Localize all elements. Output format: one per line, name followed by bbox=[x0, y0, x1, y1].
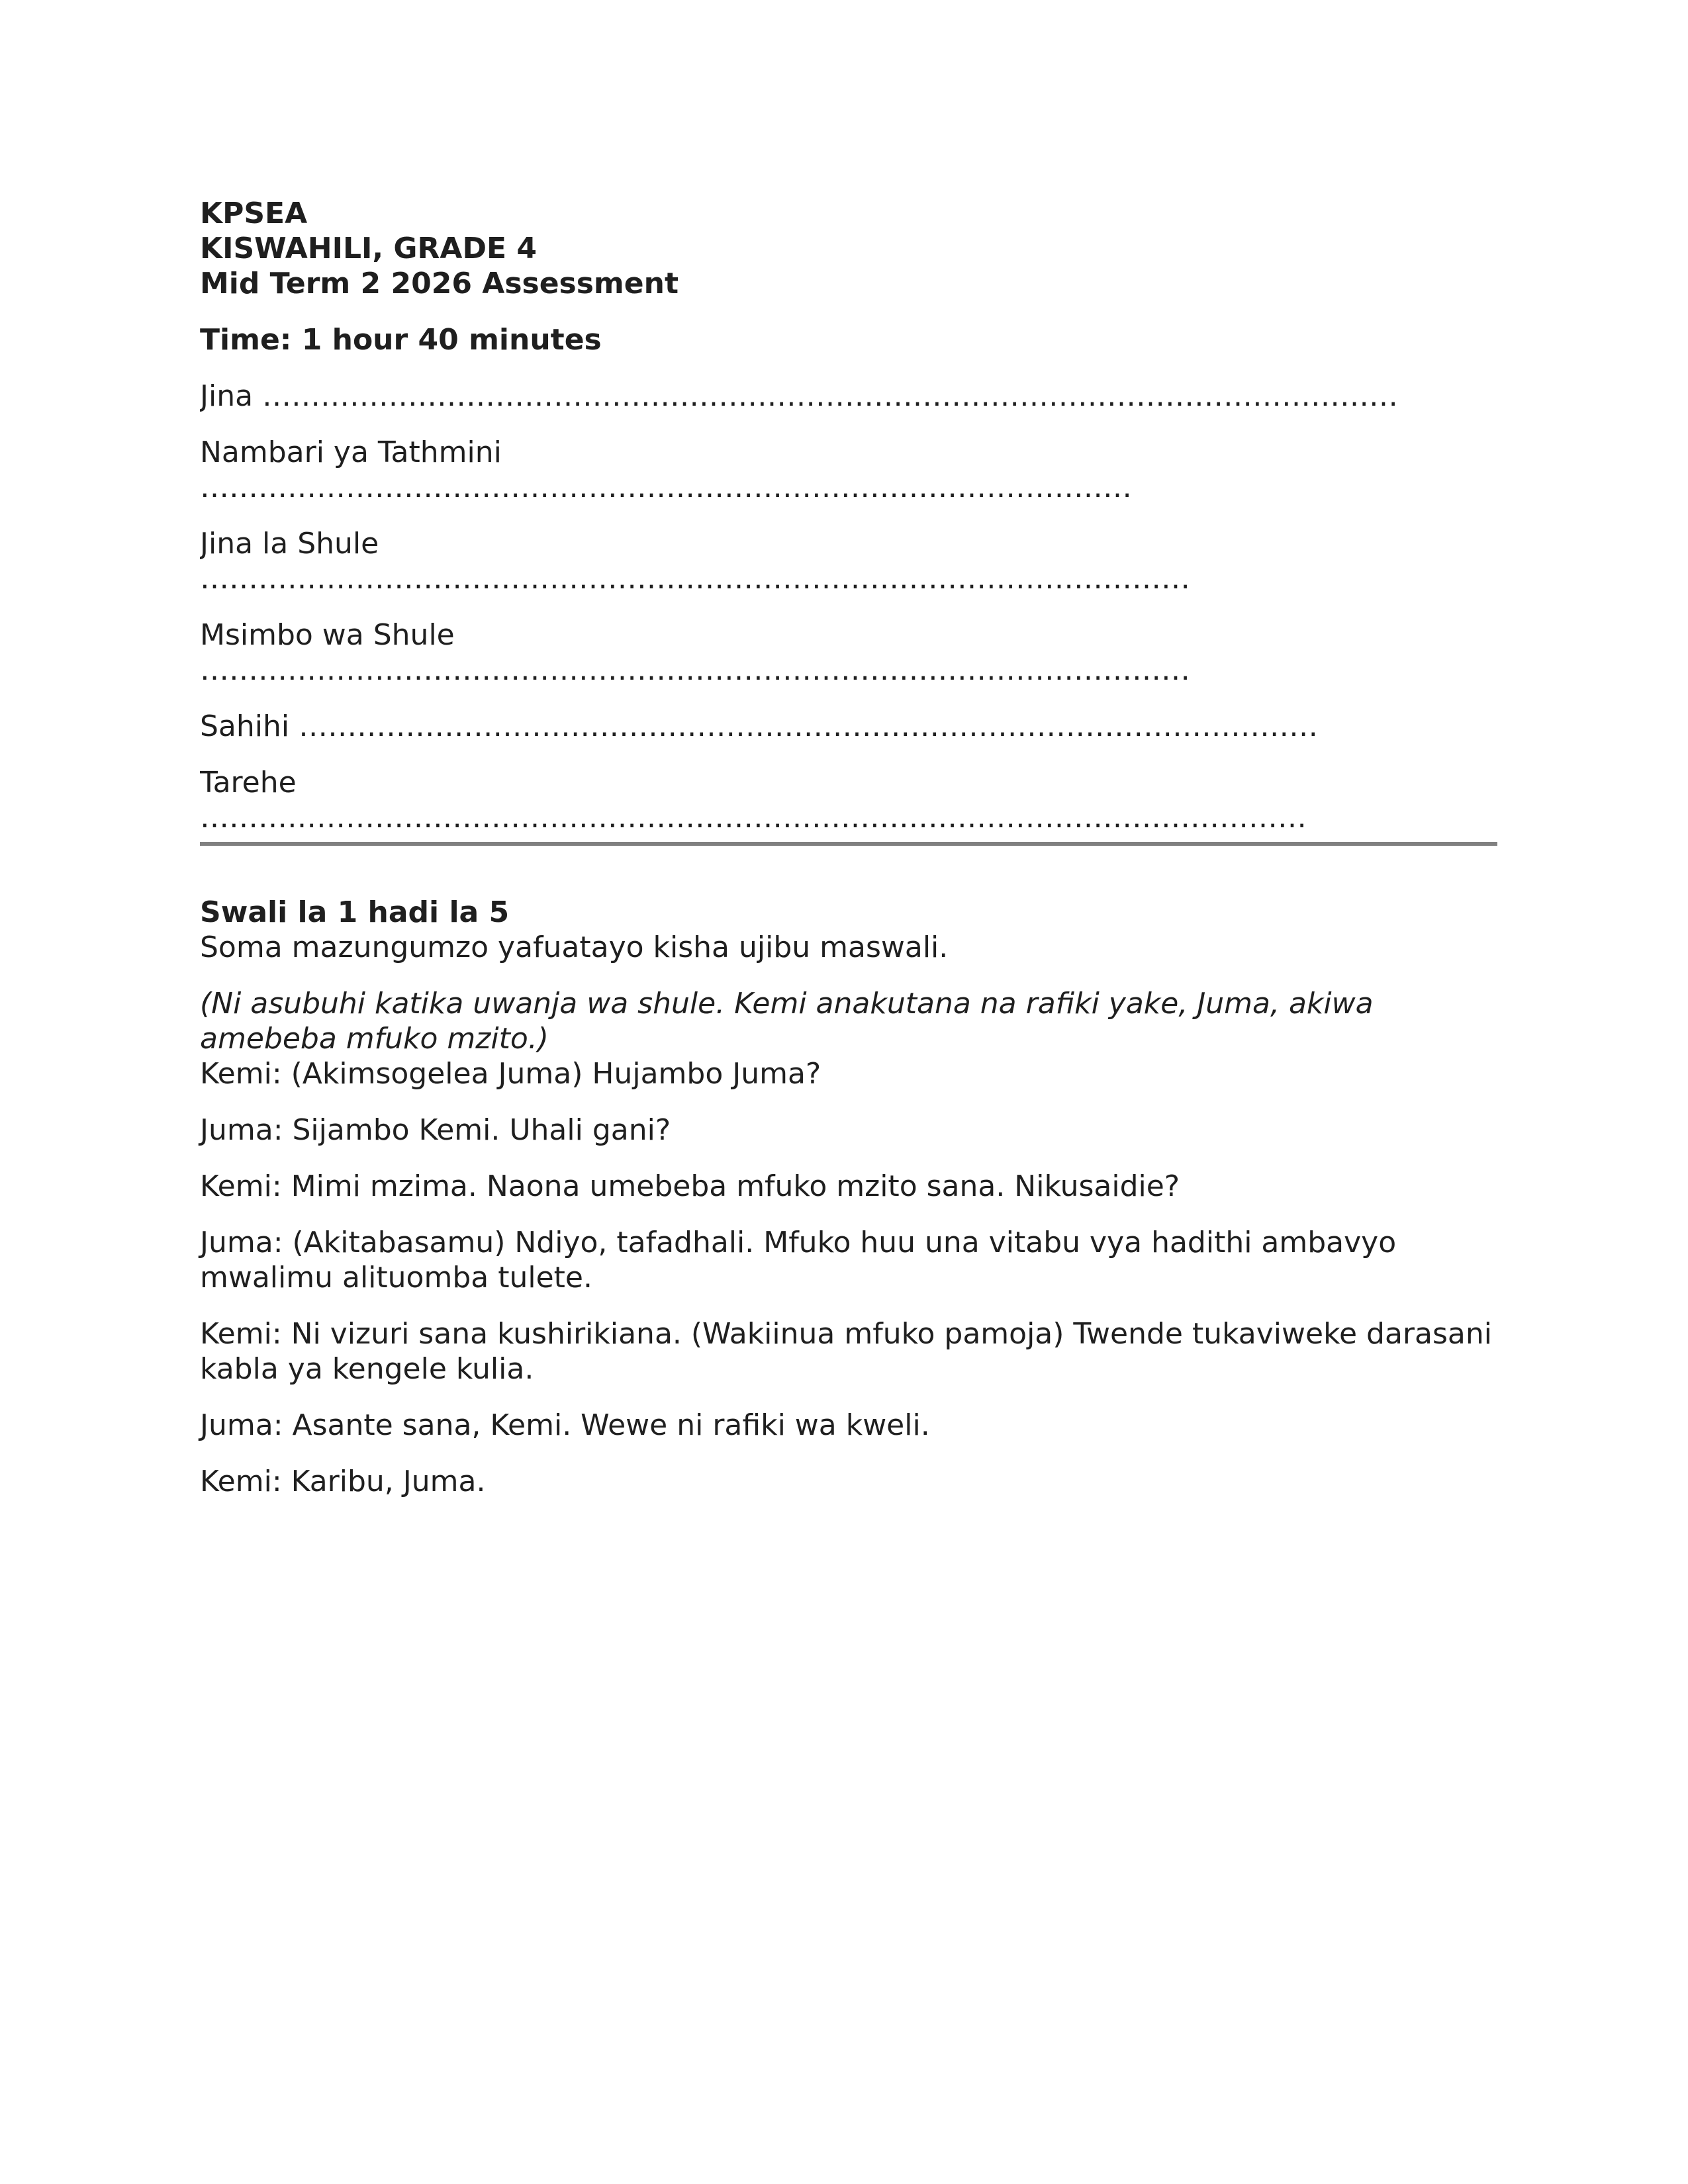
signature-dots: …………………………………………………………………………………………… bbox=[299, 709, 1319, 743]
school-name-field bbox=[200, 526, 1497, 596]
dialogue-line: Kemi: Karibu, Juma. bbox=[200, 1465, 486, 1498]
time-allowed: Time: 1 hour 40 minutes bbox=[200, 323, 602, 357]
school-code-label: Msimbo wa Shule bbox=[200, 618, 455, 652]
dialogue-line: Juma: Sijambo Kemi. Uhali gani? bbox=[200, 1113, 671, 1147]
name-field bbox=[200, 379, 1497, 414]
assessment-number-label: Nambari ya Tathmini bbox=[200, 435, 502, 469]
date-dots: …………………………………………………………………………………………………… bbox=[200, 801, 1307, 835]
school-name-label: Jina la Shule bbox=[200, 527, 379, 561]
name-dots: ……………………………………………………………………………………………………… bbox=[262, 379, 1399, 413]
assessment-title: Mid Term 2 2026 Assessment bbox=[200, 267, 679, 300]
section-divider bbox=[200, 842, 1497, 846]
date-field bbox=[200, 765, 1497, 835]
dialogue-line: Kemi: (Akimsogelea Juma) Hujambo Juma? bbox=[200, 1057, 821, 1091]
section-title: Swali la 1 hadi la 5 bbox=[200, 895, 510, 929]
signature-label: Sahihi bbox=[200, 709, 299, 743]
subject-grade: KISWAHILI, GRADE 4 bbox=[200, 232, 537, 265]
section-instruction: Soma mazungumzo yafuatayo kisha ujibu maswali. bbox=[200, 931, 949, 964]
school-name-dots: ………………………………………………………………………………………… bbox=[200, 562, 1190, 596]
document-page bbox=[200, 196, 1497, 1499]
dialogue-line: Kemi: Ni vizuri sana kushirikiana. (Wakiinua mfuko pamoja) Twende tukaviweke darasani kabla ya kengele kulia. bbox=[200, 1317, 1492, 1386]
dialogue-line: Juma: Asante sana, Kemi. Wewe ni rafiki wa kweli. bbox=[200, 1408, 930, 1442]
dialogue-line: Kemi: Mimi mzima. Naona umebeba mfuko mzito sana. Nikusaidie? bbox=[200, 1169, 1180, 1203]
assessment-number-dots: …………………………………………………………………………………… bbox=[200, 471, 1132, 504]
school-code-field bbox=[200, 617, 1497, 688]
document-header bbox=[200, 196, 1497, 301]
exam-body: KPSEA bbox=[200, 197, 308, 230]
signature-field bbox=[200, 709, 1497, 744]
stage-direction: (Ni asubuhi katika uwanja wa shule. Kemi anakutana na rafiki yake, Juma, akiwa amebeba mfuko mzito.) bbox=[200, 987, 1374, 1056]
assessment-number-field bbox=[200, 435, 1497, 505]
school-code-dots: ………………………………………………………………………………………… bbox=[200, 653, 1190, 687]
date-label: Tarehe bbox=[200, 766, 297, 799]
dialogue-line: Juma: (Akitabasamu) Ndiyo, tafadhali. Mfuko huu una vitabu vya hadithi ambavyo mwalimu alituomba tulete. bbox=[200, 1226, 1397, 1295]
name-label: Jina bbox=[200, 379, 263, 413]
